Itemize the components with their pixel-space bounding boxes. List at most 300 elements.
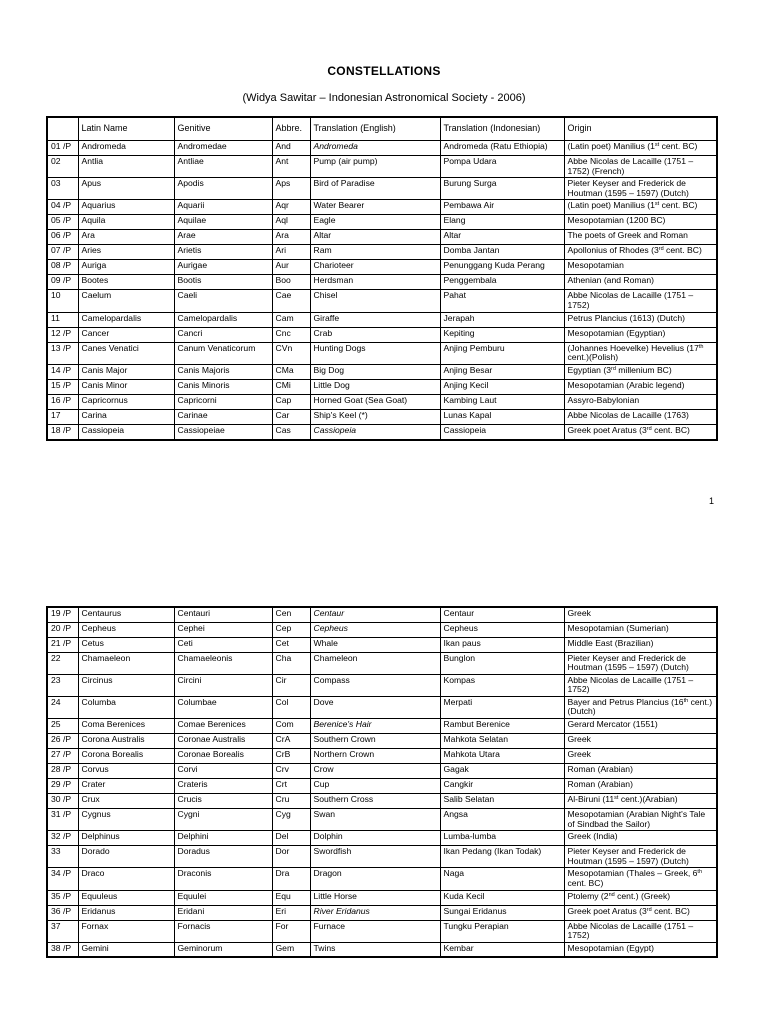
- cell-translation-english: Chameleon: [310, 652, 440, 674]
- cell-abbreviation: Car: [272, 409, 310, 424]
- table-row: [47, 920, 717, 942]
- cell-translation-indonesian: Burung Surga: [440, 178, 564, 200]
- cell-translation-english: Furnace: [310, 920, 440, 942]
- cell-latin-name: Aquarius: [78, 200, 174, 215]
- cell-genitive: Apodis: [174, 178, 272, 200]
- cell-row-number: 12 /P: [47, 327, 78, 342]
- cell-row-number: 34 /P: [47, 868, 78, 890]
- cell-row-number: 30 /P: [47, 794, 78, 809]
- cell-origin: Assyro-Babylonian: [564, 394, 717, 409]
- cell-row-number: 32 /P: [47, 831, 78, 846]
- cell-translation-indonesian: Penunggang Kuda Perang: [440, 260, 564, 275]
- cell-latin-name: Cygnus: [78, 809, 174, 831]
- cell-abbreviation: Dor: [272, 846, 310, 868]
- cell-abbreviation: Del: [272, 831, 310, 846]
- cell-translation-english: Dolphin: [310, 831, 440, 846]
- cell-origin: (Johannes Hoevelke) Hevelius (17th cent.)(Polish): [564, 342, 717, 364]
- cell-latin-name: Aries: [78, 245, 174, 260]
- cell-genitive: Aquilae: [174, 215, 272, 230]
- cell-genitive: Fornacis: [174, 920, 272, 942]
- cell-abbreviation: Aql: [272, 215, 310, 230]
- cell-origin: Middle East (Brazilian): [564, 637, 717, 652]
- cell-genitive: Bootis: [174, 275, 272, 290]
- cell-translation-indonesian: Jerapah: [440, 312, 564, 327]
- cell-origin: Mesopotamian (Egypt): [564, 942, 717, 957]
- table-row: [47, 794, 717, 809]
- cell-abbreviation: Cep: [272, 622, 310, 637]
- cell-row-number: 22: [47, 652, 78, 674]
- cell-origin: Mesopotamian (Thales – Greek, 6th cent. BC): [564, 868, 717, 890]
- constellation-table-page-2: [46, 606, 718, 958]
- table-header-row: [47, 117, 717, 141]
- cell-row-number: 24: [47, 696, 78, 718]
- cell-translation-indonesian: Ikan paus: [440, 637, 564, 652]
- table-row: [47, 394, 717, 409]
- cell-genitive: Draconis: [174, 868, 272, 890]
- cell-genitive: Coronae Australis: [174, 734, 272, 749]
- column-header-number: [47, 117, 78, 141]
- cell-genitive: Antliae: [174, 156, 272, 178]
- cell-row-number: 04 /P: [47, 200, 78, 215]
- cell-genitive: Comae Berenices: [174, 719, 272, 734]
- cell-translation-indonesian: Anjing Kecil: [440, 379, 564, 394]
- cell-origin: Pieter Keyser and Frederick de Houtman (1595 – 1597) (Dutch): [564, 652, 717, 674]
- cell-latin-name: Corvus: [78, 764, 174, 779]
- cell-translation-indonesian: Ikan Pedang (Ikan Todak): [440, 846, 564, 868]
- cell-translation-indonesian: Cassiopeia: [440, 424, 564, 440]
- cell-origin: Abbe Nicolas de Lacaille (1751 – 1752): [564, 674, 717, 696]
- table-row: [47, 749, 717, 764]
- cell-genitive: Arae: [174, 230, 272, 245]
- cell-latin-name: Crux: [78, 794, 174, 809]
- cell-row-number: 29 /P: [47, 779, 78, 794]
- cell-row-number: 37: [47, 920, 78, 942]
- cell-translation-english: Andromeda: [310, 141, 440, 156]
- cell-translation-english: Cassiopeia: [310, 424, 440, 440]
- cell-translation-english: Herdsman: [310, 275, 440, 290]
- cell-translation-indonesian: Lunas Kapal: [440, 409, 564, 424]
- cell-latin-name: Eridanus: [78, 905, 174, 920]
- cell-latin-name: Corona Australis: [78, 734, 174, 749]
- cell-genitive: Equulei: [174, 890, 272, 905]
- cell-row-number: 08 /P: [47, 260, 78, 275]
- cell-translation-english: Crab: [310, 327, 440, 342]
- column-header-genitive: Genitive: [174, 117, 272, 141]
- cell-latin-name: Crater: [78, 779, 174, 794]
- table-row: [47, 342, 717, 364]
- cell-abbreviation: Crv: [272, 764, 310, 779]
- table-row: [47, 831, 717, 846]
- cell-abbreviation: Aqr: [272, 200, 310, 215]
- cell-latin-name: Auriga: [78, 260, 174, 275]
- cell-latin-name: Coma Berenices: [78, 719, 174, 734]
- cell-latin-name: Corona Borealis: [78, 749, 174, 764]
- cell-translation-indonesian: Mahkota Utara: [440, 749, 564, 764]
- cell-translation-indonesian: Altar: [440, 230, 564, 245]
- cell-translation-english: Swan: [310, 809, 440, 831]
- cell-genitive: Eridani: [174, 905, 272, 920]
- cell-latin-name: Cetus: [78, 637, 174, 652]
- constellation-table-page-1: [46, 116, 718, 441]
- cell-translation-indonesian: Angsa: [440, 809, 564, 831]
- cell-origin: Greek: [564, 607, 717, 622]
- cell-row-number: 11: [47, 312, 78, 327]
- table-row: [47, 734, 717, 749]
- cell-latin-name: Camelopardalis: [78, 312, 174, 327]
- cell-genitive: Doradus: [174, 846, 272, 868]
- cell-translation-indonesian: Mahkota Selatan: [440, 734, 564, 749]
- cell-abbreviation: For: [272, 920, 310, 942]
- cell-origin: Roman (Arabian): [564, 764, 717, 779]
- cell-translation-indonesian: Kembar: [440, 942, 564, 957]
- cell-row-number: 16 /P: [47, 394, 78, 409]
- table-row: [47, 846, 717, 868]
- cell-latin-name: Caelum: [78, 290, 174, 312]
- cell-abbreviation: Cnc: [272, 327, 310, 342]
- cell-genitive: Arietis: [174, 245, 272, 260]
- page-title: CONSTELLATIONS: [327, 64, 441, 78]
- page-subtitle: (Widya Sawitar – Indonesian Astronomical Society - 2006): [242, 92, 526, 104]
- cell-abbreviation: CMi: [272, 379, 310, 394]
- cell-translation-indonesian: Pahat: [440, 290, 564, 312]
- cell-row-number: 23: [47, 674, 78, 696]
- cell-latin-name: Ara: [78, 230, 174, 245]
- cell-origin: Mesopotamian (Arabic legend): [564, 379, 717, 394]
- cell-translation-english: Altar: [310, 230, 440, 245]
- cell-genitive: Canis Majoris: [174, 364, 272, 379]
- cell-translation-english: Little Dog: [310, 379, 440, 394]
- cell-genitive: Cephei: [174, 622, 272, 637]
- table-row: [47, 905, 717, 920]
- cell-latin-name: Dorado: [78, 846, 174, 868]
- cell-abbreviation: Cha: [272, 652, 310, 674]
- cell-row-number: 36 /P: [47, 905, 78, 920]
- cell-translation-english: Berenice's Hair: [310, 719, 440, 734]
- cell-origin: The poets of Greek and Roman: [564, 230, 717, 245]
- cell-abbreviation: Crt: [272, 779, 310, 794]
- cell-origin: Pieter Keyser and Frederick de Houtman (1595 – 1597) (Dutch): [564, 846, 717, 868]
- cell-origin: Mesopotamian: [564, 260, 717, 275]
- cell-abbreviation: Col: [272, 696, 310, 718]
- cell-genitive: Carinae: [174, 409, 272, 424]
- cell-abbreviation: CVn: [272, 342, 310, 364]
- cell-translation-indonesian: Kambing Laut: [440, 394, 564, 409]
- cell-row-number: 33: [47, 846, 78, 868]
- cell-origin: Pieter Keyser and Frederick de Houtman (1595 – 1597) (Dutch): [564, 178, 717, 200]
- cell-origin: Abbe Nicolas de Lacaille (1751 – 1752): [564, 290, 717, 312]
- cell-abbreviation: CMa: [272, 364, 310, 379]
- cell-translation-english: Horned Goat (Sea Goat): [310, 394, 440, 409]
- cell-translation-english: Charioteer: [310, 260, 440, 275]
- cell-translation-english: Cepheus: [310, 622, 440, 637]
- cell-latin-name: Gemini: [78, 942, 174, 957]
- cell-origin: Abbe Nicolas de Lacaille (1751 – 1752) (French): [564, 156, 717, 178]
- cell-row-number: 35 /P: [47, 890, 78, 905]
- cell-translation-english: Dove: [310, 696, 440, 718]
- cell-translation-english: Chisel: [310, 290, 440, 312]
- cell-translation-indonesian: Penggembala: [440, 275, 564, 290]
- cell-row-number: 02: [47, 156, 78, 178]
- cell-abbreviation: Ara: [272, 230, 310, 245]
- cell-origin: Petrus Plancius (1613) (Dutch): [564, 312, 717, 327]
- cell-translation-indonesian: Cepheus: [440, 622, 564, 637]
- cell-translation-english: Twins: [310, 942, 440, 957]
- cell-translation-english: Southern Crown: [310, 734, 440, 749]
- table-row: [47, 868, 717, 890]
- cell-genitive: Cassiopeiae: [174, 424, 272, 440]
- table-row: [47, 652, 717, 674]
- cell-abbreviation: Cet: [272, 637, 310, 652]
- cell-row-number: 25: [47, 719, 78, 734]
- table-row: [47, 696, 717, 718]
- cell-abbreviation: Equ: [272, 890, 310, 905]
- cell-row-number: 06 /P: [47, 230, 78, 245]
- cell-row-number: 19 /P: [47, 607, 78, 622]
- cell-translation-english: Bird of Paradise: [310, 178, 440, 200]
- cell-translation-indonesian: Anjing Besar: [440, 364, 564, 379]
- cell-row-number: 14 /P: [47, 364, 78, 379]
- cell-translation-indonesian: Tungku Perapian: [440, 920, 564, 942]
- cell-translation-english: Big Dog: [310, 364, 440, 379]
- cell-translation-english: Hunting Dogs: [310, 342, 440, 364]
- cell-genitive: Aurigae: [174, 260, 272, 275]
- cell-origin: Al-Biruni (11st cent.)(Arabian): [564, 794, 717, 809]
- table-row: [47, 275, 717, 290]
- cell-translation-indonesian: Pembawa Air: [440, 200, 564, 215]
- cell-translation-english: Eagle: [310, 215, 440, 230]
- cell-translation-english: Dragon: [310, 868, 440, 890]
- cell-translation-indonesian: Merpati: [440, 696, 564, 718]
- cell-latin-name: Capricornus: [78, 394, 174, 409]
- column-header-translation-english: Translation (English): [310, 117, 440, 141]
- cell-row-number: 21 /P: [47, 637, 78, 652]
- cell-translation-indonesian: Sungai Eridanus: [440, 905, 564, 920]
- cell-row-number: 15 /P: [47, 379, 78, 394]
- cell-genitive: Aquarii: [174, 200, 272, 215]
- table-row: [47, 607, 717, 622]
- cell-row-number: 13 /P: [47, 342, 78, 364]
- cell-latin-name: Antlia: [78, 156, 174, 178]
- cell-genitive: Columbae: [174, 696, 272, 718]
- cell-translation-english: Giraffe: [310, 312, 440, 327]
- cell-origin: Greek poet Aratus (3rd cent. BC): [564, 424, 717, 440]
- cell-translation-english: Southern Cross: [310, 794, 440, 809]
- cell-abbreviation: Cas: [272, 424, 310, 440]
- table-row: [47, 424, 717, 440]
- cell-origin: Greek (India): [564, 831, 717, 846]
- table-row: [47, 622, 717, 637]
- table-row: [47, 379, 717, 394]
- cell-genitive: Andromedae: [174, 141, 272, 156]
- cell-origin: Greek: [564, 734, 717, 749]
- cell-latin-name: Delphinus: [78, 831, 174, 846]
- cell-genitive: Cygni: [174, 809, 272, 831]
- cell-abbreviation: Cam: [272, 312, 310, 327]
- cell-genitive: Centauri: [174, 607, 272, 622]
- cell-genitive: Capricorni: [174, 394, 272, 409]
- cell-abbreviation: Cae: [272, 290, 310, 312]
- cell-genitive: Camelopardalis: [174, 312, 272, 327]
- table-row: [47, 178, 717, 200]
- cell-latin-name: Andromeda: [78, 141, 174, 156]
- cell-translation-indonesian: Kuda Kecil: [440, 890, 564, 905]
- cell-origin: Abbe Nicolas de Lacaille (1751 – 1752): [564, 920, 717, 942]
- cell-genitive: Canis Minoris: [174, 379, 272, 394]
- cell-genitive: Cancri: [174, 327, 272, 342]
- table-row: [47, 260, 717, 275]
- table-row: [47, 764, 717, 779]
- cell-latin-name: Aquila: [78, 215, 174, 230]
- cell-abbreviation: Cyg: [272, 809, 310, 831]
- cell-origin: Athenian (and Roman): [564, 275, 717, 290]
- cell-row-number: 09 /P: [47, 275, 78, 290]
- cell-translation-indonesian: Rambut Berenice: [440, 719, 564, 734]
- table-row: [47, 409, 717, 424]
- cell-row-number: 10: [47, 290, 78, 312]
- cell-translation-indonesian: Elang: [440, 215, 564, 230]
- cell-genitive: Delphini: [174, 831, 272, 846]
- table-row: [47, 327, 717, 342]
- cell-latin-name: Canes Venatici: [78, 342, 174, 364]
- cell-abbreviation: Gem: [272, 942, 310, 957]
- cell-genitive: Geminorum: [174, 942, 272, 957]
- cell-translation-english: River Eridanus: [310, 905, 440, 920]
- cell-abbreviation: And: [272, 141, 310, 156]
- table-row: [47, 719, 717, 734]
- cell-translation-english: Cup: [310, 779, 440, 794]
- cell-latin-name: Equuleus: [78, 890, 174, 905]
- cell-genitive: Caeli: [174, 290, 272, 312]
- cell-genitive: Canum Venaticorum: [174, 342, 272, 364]
- table-row: [47, 215, 717, 230]
- cell-abbreviation: Cru: [272, 794, 310, 809]
- cell-translation-indonesian: Cangkir: [440, 779, 564, 794]
- column-header-origin: Origin: [564, 117, 717, 141]
- cell-translation-indonesian: Gagak: [440, 764, 564, 779]
- cell-abbreviation: Ari: [272, 245, 310, 260]
- cell-translation-indonesian: Domba Jantan: [440, 245, 564, 260]
- cell-genitive: Coronae Borealis: [174, 749, 272, 764]
- cell-translation-indonesian: Salib Selatan: [440, 794, 564, 809]
- cell-genitive: Crucis: [174, 794, 272, 809]
- cell-origin: Greek poet Aratus (3rd cent. BC): [564, 905, 717, 920]
- cell-latin-name: Draco: [78, 868, 174, 890]
- cell-translation-indonesian: Naga: [440, 868, 564, 890]
- cell-latin-name: Canis Minor: [78, 379, 174, 394]
- column-header-latin-name: Latin Name: [78, 117, 174, 141]
- cell-row-number: 01 /P: [47, 141, 78, 156]
- cell-origin: Gerard Mercator (1551): [564, 719, 717, 734]
- cell-translation-english: Centaur: [310, 607, 440, 622]
- cell-genitive: Circini: [174, 674, 272, 696]
- table-row: [47, 156, 717, 178]
- cell-abbreviation: CrA: [272, 734, 310, 749]
- cell-abbreviation: Aur: [272, 260, 310, 275]
- cell-abbreviation: Com: [272, 719, 310, 734]
- cell-genitive: Chamaeleonis: [174, 652, 272, 674]
- table-row: [47, 637, 717, 652]
- cell-row-number: 26 /P: [47, 734, 78, 749]
- cell-origin: Mesopotamian (Sumerian): [564, 622, 717, 637]
- table-row: [47, 809, 717, 831]
- cell-latin-name: Cassiopeia: [78, 424, 174, 440]
- cell-latin-name: Canis Major: [78, 364, 174, 379]
- cell-abbreviation: Cen: [272, 607, 310, 622]
- cell-origin: Bayer and Petrus Plancius (16th cent.) (Dutch): [564, 696, 717, 718]
- cell-abbreviation: CrB: [272, 749, 310, 764]
- cell-origin: Apollonius of Rhodes (3rd cent. BC): [564, 245, 717, 260]
- cell-translation-indonesian: Kepiting: [440, 327, 564, 342]
- cell-translation-english: Swordfish: [310, 846, 440, 868]
- cell-latin-name: Fornax: [78, 920, 174, 942]
- cell-translation-indonesian: Lumba-lumba: [440, 831, 564, 846]
- cell-latin-name: Cepheus: [78, 622, 174, 637]
- cell-abbreviation: Aps: [272, 178, 310, 200]
- cell-origin: Greek: [564, 749, 717, 764]
- cell-abbreviation: Ant: [272, 156, 310, 178]
- cell-row-number: 31 /P: [47, 809, 78, 831]
- table-row: [47, 312, 717, 327]
- page-number: 1: [709, 496, 715, 506]
- column-header-abbreviation: Abbre.: [272, 117, 310, 141]
- cell-translation-english: Ship's Keel (*): [310, 409, 440, 424]
- cell-translation-english: Crow: [310, 764, 440, 779]
- table-row: [47, 674, 717, 696]
- table-row: [47, 245, 717, 260]
- cell-origin: Mesopotamian (1200 BC): [564, 215, 717, 230]
- cell-translation-indonesian: Bunglon: [440, 652, 564, 674]
- table-row: [47, 230, 717, 245]
- table-row: [47, 364, 717, 379]
- cell-origin: Mesopotamian (Arabian Night's Tale of Sindbad the Sailor): [564, 809, 717, 831]
- cell-row-number: 27 /P: [47, 749, 78, 764]
- cell-row-number: 03: [47, 178, 78, 200]
- cell-abbreviation: Eri: [272, 905, 310, 920]
- cell-translation-english: Whale: [310, 637, 440, 652]
- cell-translation-indonesian: Andromeda (Ratu Ethiopia): [440, 141, 564, 156]
- cell-latin-name: Cancer: [78, 327, 174, 342]
- cell-origin: Abbe Nicolas de Lacaille (1763): [564, 409, 717, 424]
- cell-translation-indonesian: Centaur: [440, 607, 564, 622]
- cell-row-number: 17: [47, 409, 78, 424]
- cell-genitive: Corvi: [174, 764, 272, 779]
- cell-origin: Roman (Arabian): [564, 779, 717, 794]
- cell-origin: Mesopotamian (Egyptian): [564, 327, 717, 342]
- cell-row-number: 20 /P: [47, 622, 78, 637]
- cell-latin-name: Bootes: [78, 275, 174, 290]
- cell-origin: Ptolemy (2nd cent.) (Greek): [564, 890, 717, 905]
- table-row: [47, 890, 717, 905]
- cell-latin-name: Apus: [78, 178, 174, 200]
- cell-latin-name: Chamaeleon: [78, 652, 174, 674]
- cell-row-number: 38 /P: [47, 942, 78, 957]
- cell-row-number: 28 /P: [47, 764, 78, 779]
- cell-translation-english: Little Horse: [310, 890, 440, 905]
- cell-genitive: Ceti: [174, 637, 272, 652]
- column-header-translation-indonesian: Translation (Indonesian): [440, 117, 564, 141]
- cell-abbreviation: Cap: [272, 394, 310, 409]
- cell-translation-indonesian: Anjing Pemburu: [440, 342, 564, 364]
- cell-translation-english: Water Bearer: [310, 200, 440, 215]
- cell-row-number: 18 /P: [47, 424, 78, 440]
- cell-latin-name: Columba: [78, 696, 174, 718]
- cell-abbreviation: Dra: [272, 868, 310, 890]
- cell-latin-name: Circinus: [78, 674, 174, 696]
- cell-translation-english: Compass: [310, 674, 440, 696]
- table-row: [47, 290, 717, 312]
- cell-translation-english: Pump (air pump): [310, 156, 440, 178]
- cell-translation-indonesian: Kompas: [440, 674, 564, 696]
